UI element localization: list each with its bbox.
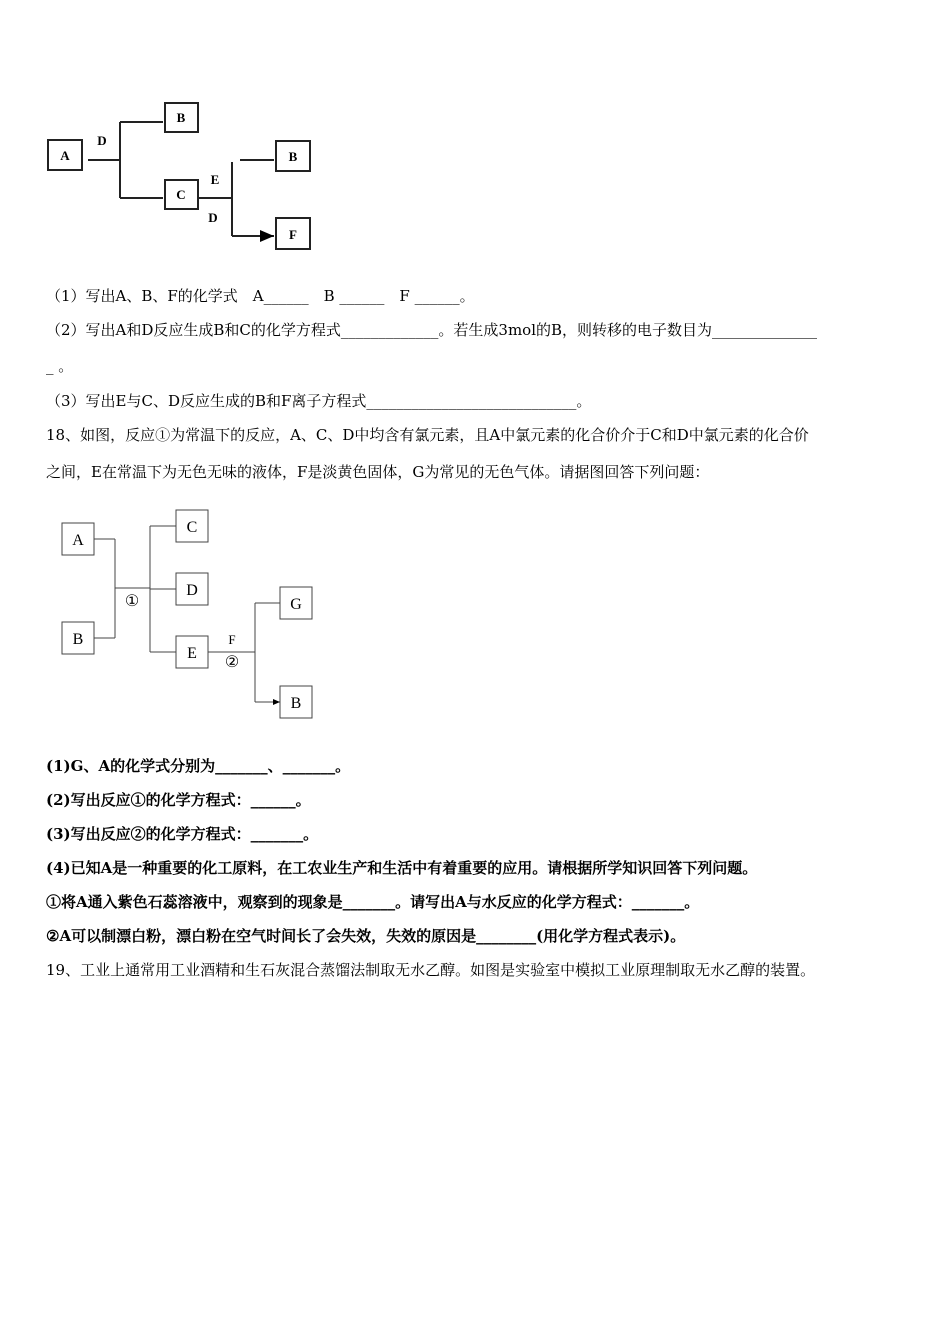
d1-box-b: B: [176, 110, 186, 125]
d1-box-f: F: [289, 227, 297, 242]
d2-box-b2: B: [290, 695, 302, 712]
d2-box-a: A: [72, 532, 84, 549]
d1-box-b2: B: [288, 149, 298, 164]
d1-label-e: E: [210, 172, 220, 187]
q17-part2: （2）写出A和D反应生成B和C的化学方程式_____________。若生成3mol的B，则转移的电子数目为______________: [46, 321, 818, 339]
diagram-2: [62, 510, 312, 718]
d2-label-f: F: [228, 632, 236, 647]
d1-box-a: A: [60, 148, 70, 163]
d2-label-reaction2: ②: [224, 654, 240, 671]
d2-box-c: C: [186, 519, 198, 536]
q18-part2: (2)写出反应①的化学方程式：______。: [46, 791, 311, 809]
q18-part4: (4)已知A是一种重要的化工原料，在工农业生产和生活中有着重要的应用。请根据所学知识回答下列问题。: [46, 859, 758, 877]
d2-box-d: D: [186, 582, 198, 599]
q18-intro-line2: 之间，E在常温下为无色无味的液体，F是淡黄色固体，G为常见的无色气体。请据图回答下列问题：: [46, 463, 710, 481]
q17-part3: （3）写出E与C、D反应生成的B和F离子方程式____________________________。: [46, 392, 592, 410]
d1-box-c: C: [176, 187, 186, 202]
q17-part2-cont: _ 。: [46, 357, 74, 375]
d2-box-g: G: [290, 596, 302, 613]
d2-box-b: B: [72, 631, 84, 648]
q19-intro: 19、工业上通常用工业酒精和生石灰混合蒸馏法制取无水乙醇。如图是实验室中模拟工业原理制取无水乙醇的装置。: [46, 961, 816, 979]
q18-part1: (1)G、A的化学式分别为_______、_______。: [46, 757, 351, 775]
q18-part4-1: ①将A通入紫色石蕊溶液中，观察到的现象是_______。请写出A与水反应的化学方程式：_______。: [46, 893, 700, 911]
q18-part4-2: ②A可以制漂白粉，漂白粉在空气时间长了会失效，失效的原因是________(用化学方程式表示)。: [46, 927, 686, 945]
d2-label-reaction1: ①: [124, 593, 140, 610]
d1-label-d: D: [97, 133, 107, 148]
d1-label-d2: D: [208, 210, 218, 225]
q17-part1: （1）写出A、B、F的化学式 A______ B ______ F ______。: [46, 287, 475, 305]
d2-box-e: E: [187, 645, 197, 662]
q18-intro-line1: 18、如图，反应①为常温下的反应，A、C、D中均含有氯元素，且A中氯元素的化合价介于C和D中氯元素的化合价: [46, 426, 809, 444]
q18-part3: (3)写出反应②的化学方程式：_______。: [46, 825, 319, 843]
